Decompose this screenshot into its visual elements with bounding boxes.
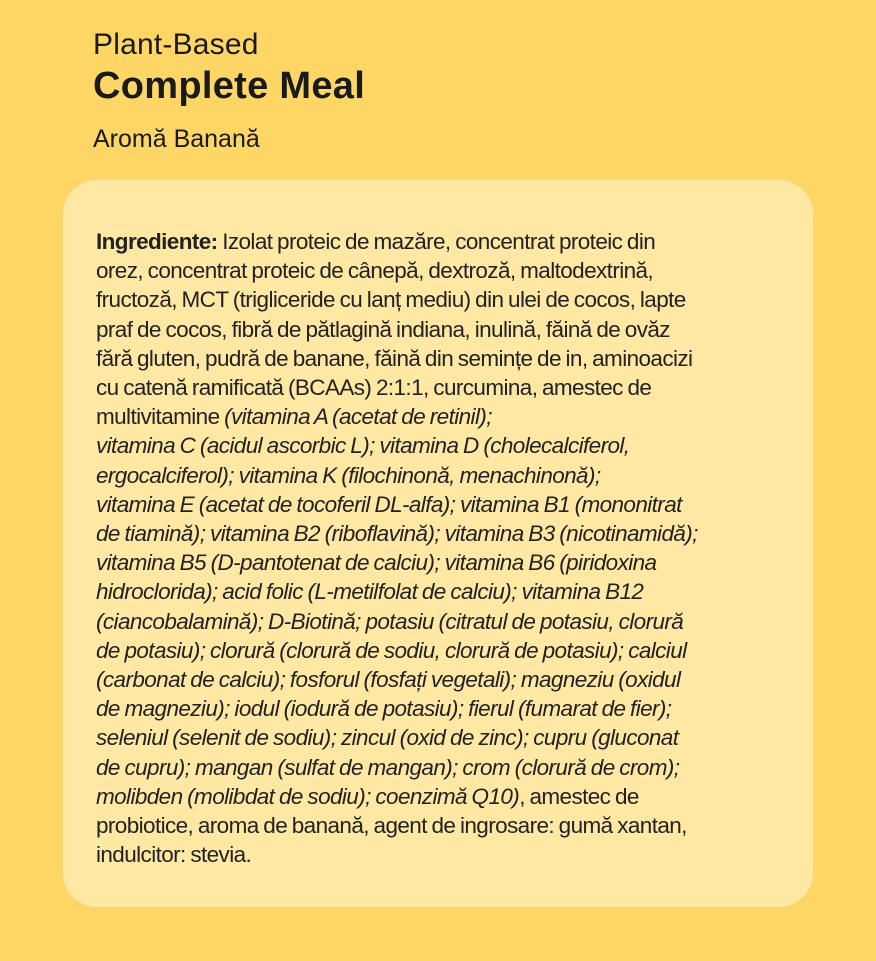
vitamins-line: vitamina C (acidul ascorbic L); vitamina D (cholecalciferol, [96, 433, 630, 459]
ingredients-line: indulcitor: stevia. [96, 842, 252, 868]
vitamins-italic: (vitamina A (acetat de retinil); [224, 404, 492, 430]
vitamins-line: hidroclorida); acid folic (L-metilfolat de calciu); vitamina B12 [96, 579, 644, 605]
vitamins-line: de magneziu); iodul (iodură de potasiu); fierul (fumarat de fier); [96, 696, 672, 722]
flavor-label: Aromă Banană [93, 125, 260, 153]
ingredients-line: praf de cocos, fibră de pătlagină indiana, inulină, făină de ovăz [96, 316, 670, 342]
ingredients-text [96, 227, 808, 869]
ingredients-line: cu catenă ramificată (BCAAs) 2:1:1, curcumina, amestec de [96, 375, 652, 401]
ingredients-line: fără gluten, pudră de banane, făină din semințe de in, aminoacizi [96, 345, 693, 371]
brand-line: Plant-Based [93, 28, 259, 61]
ingredients-line: fructoză, MCT (trigliceride cu lanț mediu) din ulei de cocos, lapte [96, 287, 686, 313]
vitamins-line: ergocalciferol); vitamina K (filochinonă, menachinonă); [96, 462, 601, 488]
vitamins-line: seleniul (selenit de sodiu); zincul (oxid de zinc); cupru (gluconat [96, 725, 679, 751]
ingredients-line: multivitamine (vitamina A (acetat de retinil); [96, 404, 492, 430]
ingredients-card [63, 180, 813, 907]
ingredients-label: Ingrediente: [96, 229, 218, 254]
ingredients-line: orez, concentrat proteic de cânepă, dextroză, maltodextrină, [96, 258, 654, 284]
ingredients-line: molibden (molibdat de sodiu); coenzimă Q10), amestec de [96, 783, 639, 809]
vitamins-line: vitamina B5 (D-pantotenat de calciu); vitamina B6 (piridoxina [96, 550, 657, 576]
vitamins-line: de tiamină); vitamina B2 (riboflavină); vitamina B3 (nicotinamidă); [96, 521, 698, 547]
ingredients-line: Ingrediente: Izolat proteic de mazăre, concentrat proteic din [96, 229, 656, 254]
product-name: Complete Meal [93, 65, 366, 107]
vitamins-line: de cupru); mangan (sulfat de mangan); crom (clorură de crom); [96, 754, 680, 780]
vitamins-line: vitamina E (acetat de tocoferil DL-alfa); vitamina B1 (mononitrat [96, 491, 682, 517]
vitamins-line: (carbonat de calciu); fosforul (fosfați vegetali); magneziu (oxidul [96, 667, 681, 693]
vitamins-line: de potasiu); clorură (clorură de sodiu, clorură de potasiu); calciul [96, 637, 687, 663]
vitamins-line: (ciancobalamină); D-Biotină; potasiu (citratul de potasiu, clorură [96, 608, 684, 634]
ingredients-line: probiotice, aroma de banană, agent de ingrosare: gumă xantan, [96, 813, 687, 839]
product-header [93, 28, 365, 154]
